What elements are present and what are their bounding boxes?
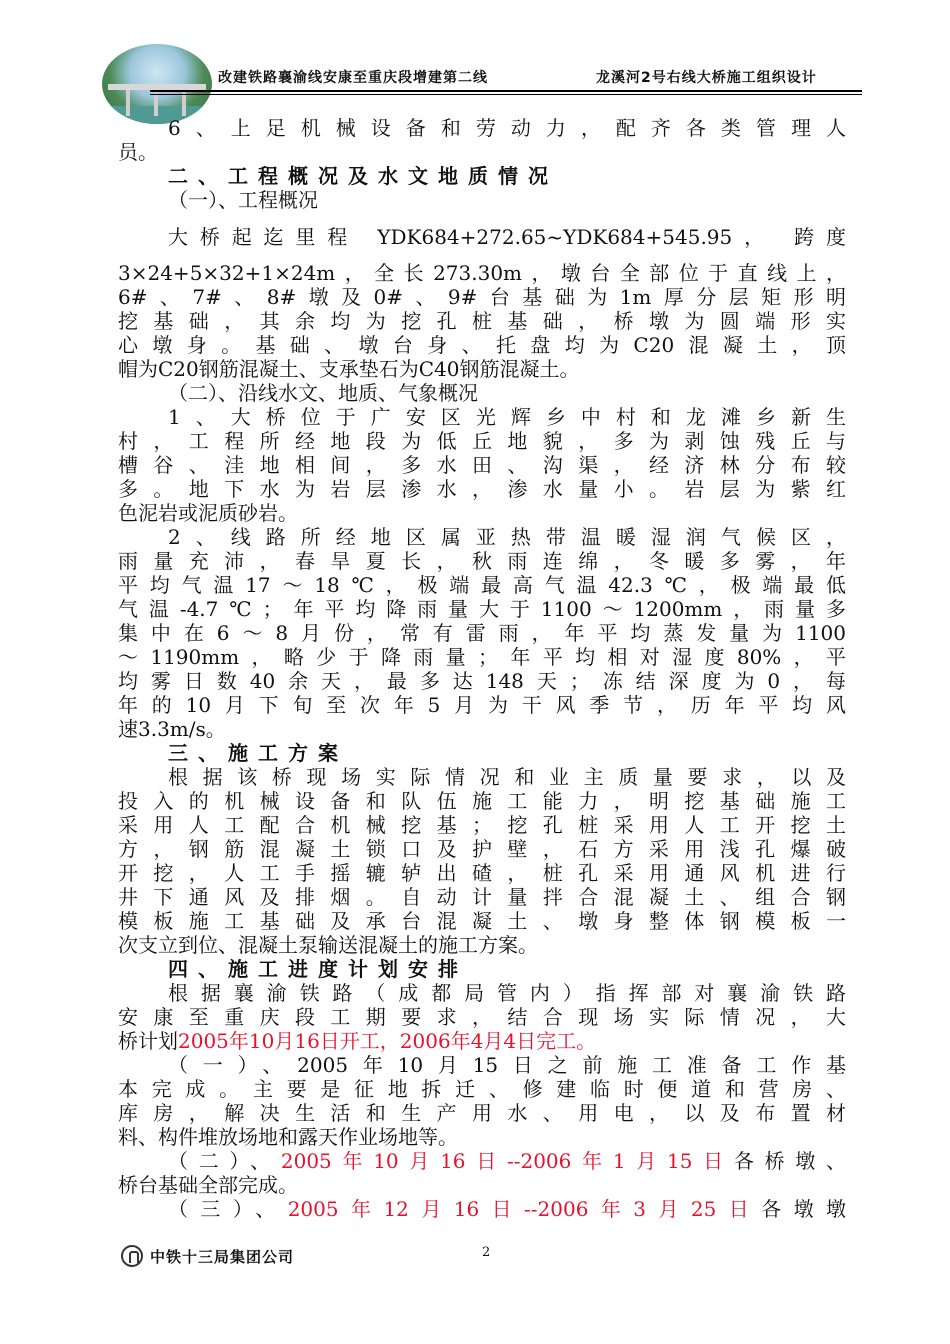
paragraph-line — [118, 1125, 846, 1149]
company-logo-icon — [121, 1245, 143, 1267]
line-text: 挖基础，其余均为挖孔桩基础，桥墩为圆端形实 — [118, 309, 846, 333]
line-text: 心墩身。基础、墩台身、托盘均为C20混凝土，顶 — [118, 333, 846, 357]
paragraph-line — [118, 933, 846, 957]
paragraph-line — [168, 188, 846, 212]
line-text: 6#、7#、8#墩及0#、9#台基础为1m厚分层矩形明 — [118, 285, 846, 309]
line-text: （三）、 — [168, 1197, 288, 1221]
paragraph-line — [118, 693, 846, 717]
line-text: 气温-4.7℃；年平均降雨量大于1100～1200mm，雨量多 — [118, 597, 846, 621]
highlighted-date-text: 2005年10月16日开工，2006年4月4日完工。 — [178, 1029, 597, 1053]
paragraph-line — [118, 861, 846, 885]
line-text: 本完成。主要是征地拆迁、修建临时便道和营房、 — [118, 1077, 846, 1101]
paragraph-line — [118, 453, 846, 477]
line-text: （二）、沿线水文、地质、气象概况 — [168, 381, 478, 405]
paragraph-line — [118, 717, 846, 741]
line-text: 投入的机械设备和队伍施工能力，明挖基础施工 — [118, 789, 846, 813]
line-text: 雨量充沛，春旱夏长，秋雨连绵，冬暖多雾，年 — [118, 549, 846, 573]
paragraph-line — [118, 333, 846, 357]
line-text: 平均气温17～18℃，极端最高气温42.3℃，极端最低 — [118, 573, 846, 597]
line-text: 帽为C20钢筋混凝土、支承垫石为C40钢筋混凝土。 — [118, 357, 580, 381]
line-text: 6、上足机械设备和劳动力，配齐各类管理人 — [168, 116, 846, 140]
paragraph-line — [118, 885, 846, 909]
line-text: 多。地下水为岩层渗水，渗水量小。岩层为紫红 — [118, 477, 846, 501]
line-text: 均雾日数40余天，最多达148天；冻结深度为0，每 — [118, 669, 846, 693]
page-number: 2 — [482, 1245, 491, 1260]
line-text: 大桥起迄里程 YDK684+272.65~YDK684+545.95， 跨度 — [168, 225, 846, 249]
paragraph-line — [168, 1053, 846, 1077]
paragraph-line — [168, 765, 846, 789]
line-text: 根据襄渝铁路（成都局管内）指挥部对襄渝铁路 — [168, 981, 846, 1005]
paragraph-line — [118, 813, 846, 837]
line-text: 速3.3m/s。 — [118, 717, 226, 741]
line-text: 1、大桥位于广安区光辉乡中村和龙滩乡新生 — [168, 405, 846, 429]
paragraph-line — [118, 1005, 846, 1029]
paragraph-line — [118, 309, 846, 333]
header-project-title: 改建铁路襄渝线安康至重庆段增建第二线 — [218, 70, 488, 86]
paragraph-line — [118, 285, 846, 309]
line-text: （一）、2005年10月15日之前施工准备工作基 — [168, 1053, 846, 1077]
line-text: 库房，解决生活和生产用水、用电，以及布置材 — [118, 1101, 846, 1125]
paragraph-line — [118, 597, 846, 621]
paragraph-line — [168, 981, 846, 1005]
paragraph-line — [168, 1197, 846, 1221]
line-text: ～1190mm，略少于降雨量；年平均相对湿度80%，平 — [118, 645, 846, 669]
paragraph-line — [118, 789, 846, 813]
paragraph-line — [118, 573, 846, 597]
section-heading — [168, 957, 846, 981]
line-text: 2、线路所经地区属亚热带温暖湿润气候区， — [168, 525, 846, 549]
line-text: 料、构件堆放场地和露天作业场地等。 — [118, 1125, 458, 1149]
line-text: 根据该桥现场实际情况和业主质量要求，以及 — [168, 765, 846, 789]
line-text: 井下通风及排烟。自动计量拌合混凝土、组合钢 — [118, 885, 846, 909]
line-text-tail: 各墩墩 — [761, 1197, 847, 1221]
line-text: 年的10月下旬至次年5月为干风季节，历年平均风 — [118, 693, 846, 717]
paragraph-line — [118, 1029, 846, 1053]
line-text: （二）、 — [168, 1149, 281, 1173]
paragraph-line — [168, 405, 846, 429]
paragraph-line — [118, 549, 846, 573]
paragraph-line — [168, 381, 846, 405]
paragraph-line — [118, 477, 846, 501]
line-text: 次支立到位、混凝土泵输送混凝土的施工方案。 — [118, 933, 538, 957]
highlighted-date-text: 2005年12月16日--2006年3月25日 — [287, 1197, 762, 1221]
bridge-photo-logo — [102, 44, 212, 124]
paragraph-line — [118, 501, 846, 525]
paragraph-line — [118, 909, 846, 933]
line-text: 集中在6～8月份，常有雷雨，年平均蒸发量为1100 — [118, 621, 846, 645]
line-text: （一）、工程概况 — [168, 188, 318, 212]
paragraph-line — [168, 116, 846, 140]
line-text: 色泥岩或泥质砂岩。 — [118, 501, 298, 525]
line-text: 槽谷、洼地相间，多水田、沟渠，经济林分布较 — [118, 453, 846, 477]
footer-company-name: 中铁十三局集团公司 — [150, 1248, 295, 1266]
header-rule — [150, 90, 862, 92]
line-text: 桥台基础全部完成。 — [118, 1173, 298, 1197]
paragraph-line — [118, 837, 846, 861]
line-text: 村，工程所经地段为低丘地貌，多为剥蚀残丘与 — [118, 429, 846, 453]
header-rule-thin — [150, 94, 862, 95]
line-text: 二、工程概况及水文地质情况 — [168, 164, 558, 188]
paragraph-line — [118, 645, 846, 669]
line-text: 开挖，人工手摇辘轳出碴，桩孔采用通风机进行 — [118, 861, 846, 885]
paragraph-line — [168, 225, 846, 249]
paragraph-line — [118, 621, 846, 645]
line-text-tail: 各桥墩、 — [733, 1149, 847, 1173]
line-text: 桥计划 — [118, 1029, 178, 1053]
line-text: 三、施工方案 — [168, 741, 348, 765]
paragraph-line — [118, 669, 846, 693]
highlighted-date-text: 2005年10月16日--2006年1月15日 — [280, 1149, 734, 1173]
paragraph-line — [118, 140, 846, 164]
line-text: 模板施工基础及承台混凝土、墩身整体钢模板一 — [118, 909, 846, 933]
line-text: 3×24+5×32+1×24m，全长273.30m，墩台全部位于直线上， — [118, 261, 846, 285]
section-heading — [168, 741, 846, 765]
paragraph-line — [118, 261, 846, 285]
line-text: 方，钢筋混凝土锁口及护壁，石方采用浅孔爆破 — [118, 837, 846, 861]
paragraph-line — [118, 1101, 846, 1125]
line-text: 采用人工配合机械挖基；挖孔桩采用人工开挖土 — [118, 813, 846, 837]
paragraph-line — [168, 525, 846, 549]
header-document-title: 龙溪河2号右线大桥施工组织设计 — [596, 70, 817, 86]
paragraph-line — [118, 1173, 846, 1197]
line-text: 四、施工进度计划安排 — [168, 957, 468, 981]
logo-pier — [126, 90, 130, 116]
paragraph-line — [118, 357, 846, 381]
section-heading — [168, 164, 846, 188]
paragraph-line — [118, 429, 846, 453]
paragraph-line — [118, 1077, 846, 1101]
line-text: 员。 — [118, 140, 158, 164]
line-text: 安康至重庆段工期要求，结合现场实际情况，大 — [118, 1005, 846, 1029]
paragraph-line — [168, 1149, 846, 1173]
